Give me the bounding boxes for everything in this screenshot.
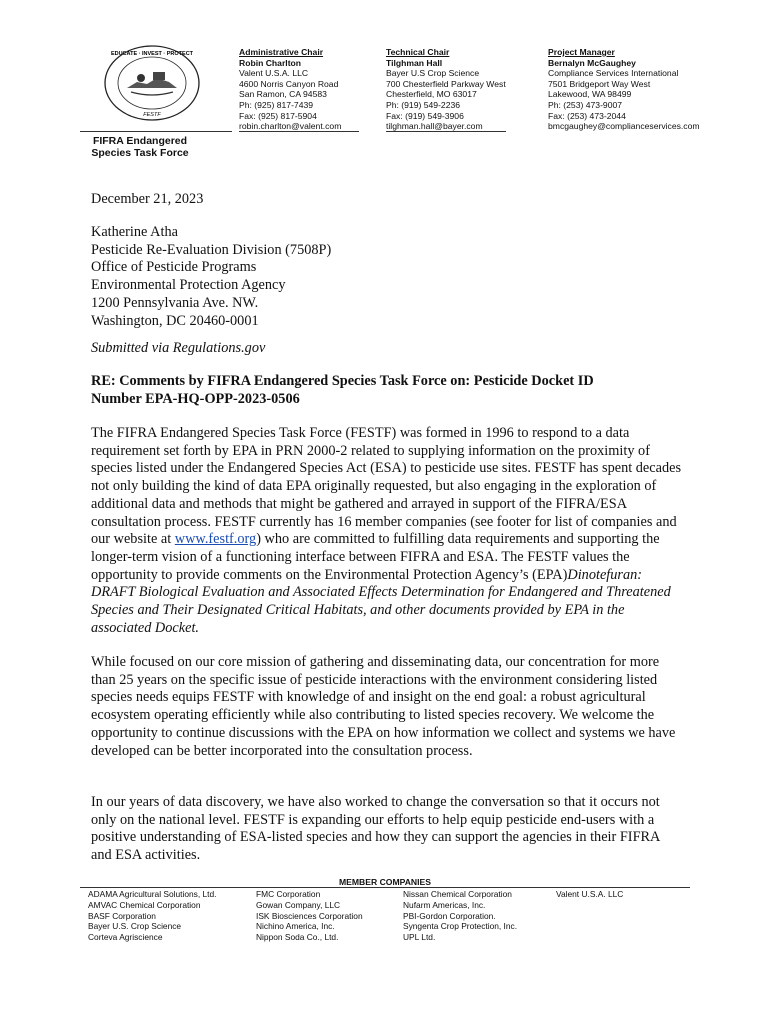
divider	[386, 131, 506, 132]
member-column-1	[88, 889, 216, 943]
contact-line: Ph: (919) 549-2236	[386, 99, 461, 110]
contact-technical-chair	[386, 47, 506, 132]
member-company: Syngenta Crop Protection, Inc.	[403, 921, 518, 932]
subject-line-2: Number EPA-HQ-OPP-2023-0506	[91, 390, 300, 407]
contact-administrative-chair	[239, 47, 341, 132]
recipient-address	[91, 224, 331, 330]
contact-line: Compliance Services International	[548, 68, 679, 79]
submission-note: Submitted via Regulations.gov	[91, 340, 266, 356]
subject-line	[91, 373, 691, 408]
festf-website-link[interactable]: www.festf.org	[174, 531, 257, 548]
contact-line: Chesterfield, MO 63017	[386, 89, 477, 100]
member-company: Corteva Agriscience	[88, 932, 163, 943]
address-line: Environmental Protection Agency	[91, 277, 286, 294]
subject-line-1: RE: Comments by FIFRA Endangered Species Task Force on: Pesticide Docket ID	[91, 373, 594, 389]
address-line: 1200 Pennsylvania Ave. NW.	[91, 294, 259, 311]
paragraph-1-text: The FIFRA Endangered Species Task Force (FESTF) was formed in 1996 to respond to a data requirement set forth by EPA in PRN 2000-2 related to supplying information on the proximity of species listed under the Endangered Species Act (ESA) to pesticide use sites. FESTF has spent decades not only building the kind of data EPA originally requested, but also engaging in the exploration of additional data and methods that might be gathered and arrayed in support of the FIFRA/ESA consultation process. FESTF currently has 16 member companies (see footer for list of companies and our website at	[91, 425, 682, 548]
paragraph-1-text-cont: ) who are committed to fulfilling data requirements and supporting the longer-term vision of a functioning interface between FIFRA and ESA. The FESTF values the opportunity to provide comments on the Environmental Protection Agency’s (EPA)	[91, 531, 660, 583]
paragraph-2: While focused on our core mission of gathering and disseminating data, our concentration for more than 25 years on the specific issue of pesticide interactions with the environment considering listed species needs equips FESTF with knowledge of and insight on the end goal: a robust agricultural ecosystem operating efficiently while also contributing to listed species recovery. We welcome the opportunity to continue discussions with the EPA on how information we collect and systems we have developed can be better incorporated into the consultation process.	[91, 654, 676, 759]
member-company: FMC Corporation	[256, 889, 321, 899]
contact-role: Project Manager	[548, 47, 615, 57]
festf-logo	[103, 44, 201, 122]
address-line: Washington, DC 20460-0001	[91, 312, 259, 329]
member-column-2	[256, 889, 363, 943]
address-line: Office of Pesticide Programs	[91, 259, 257, 276]
member-company: Bayer U.S. Crop Science	[88, 921, 182, 932]
contact-line: Fax: (253) 473-2044	[548, 110, 626, 121]
paragraph-1	[91, 425, 683, 637]
contact-line: 7501 Bridgeport Way West	[548, 78, 651, 89]
member-company: BASF Corporation	[88, 910, 156, 921]
contact-line: Bayer U.S Crop Science	[386, 68, 480, 79]
member-company: Valent U.S.A. LLC	[556, 889, 624, 899]
contact-line: 4600 Norris Canyon Road	[239, 78, 339, 89]
contact-role: Technical Chair	[386, 47, 450, 57]
divider	[80, 131, 232, 132]
org-caption-line1: FIFRA Endangered	[92, 135, 188, 147]
contact-name: Bernalyn McGaughey	[548, 57, 636, 68]
contact-project-manager	[548, 47, 700, 132]
contact-email[interactable]: bmcgaughey@complianceservices.com	[548, 121, 700, 132]
contact-line: Lakewood, WA 98499	[548, 89, 632, 100]
member-company: Nufarm Americas, Inc.	[403, 899, 486, 910]
document-title-italic: Dinotefuran: DRAFT Biological Evaluation and Associated Effects Determination for Endangered and Threatened Species and Their Designated Critical Habitats, and other documents provided by EPA in the associated Docket.	[91, 566, 671, 636]
member-company: Nissan Chemical Corporation	[403, 889, 512, 899]
org-caption-line2: Species Task Force	[91, 147, 189, 159]
contact-line: Valent U.S.A. LLC	[239, 68, 309, 79]
member-company: Nichino America, Inc.	[256, 921, 335, 932]
member-company: Nippon Soda Co., Ltd.	[256, 932, 339, 943]
contact-email[interactable]: robin.charlton@valent.com	[239, 121, 342, 132]
contact-email[interactable]: tilghman.hall@bayer.com	[386, 121, 483, 132]
contact-line: San Ramon, CA 94583	[239, 89, 327, 100]
contact-line: Fax: (925) 817-5904	[239, 110, 317, 121]
address-line: Katherine Atha	[91, 224, 178, 240]
member-company: ISK Biosciences Corporation	[256, 910, 363, 921]
paragraph-3: In our years of data discovery, we have also worked to change the conversation so that it occurs not only on the national level. FESTF is expanding our efforts to help equip pesticide end-users with a positive understanding of ESA-listed species and how they can support the agencies in their FIFRA and ESA activities.	[91, 794, 660, 864]
member-column-3	[403, 889, 517, 943]
member-company: PBI-Gordon Corporation.	[403, 910, 496, 921]
contact-name: Tilghman Hall	[386, 57, 443, 68]
contact-line: Ph: (253) 473-9007	[548, 99, 623, 110]
divider	[239, 131, 359, 132]
org-caption	[80, 135, 200, 159]
contact-name: Robin Charlton	[239, 57, 302, 68]
logo-text-bottom: FESTF	[143, 112, 161, 118]
member-company: UPL Ltd.	[403, 932, 436, 943]
member-company: ADAMA Agricultural Solutions, Ltd.	[88, 889, 217, 899]
contact-line: Fax: (919) 549-3906	[386, 110, 464, 121]
contact-line: Ph: (925) 817-7439	[239, 99, 314, 110]
contact-line: 700 Chesterfield Parkway West	[386, 78, 506, 89]
member-company: AMVAC Chemical Corporation	[88, 899, 201, 910]
logo-text-top: EDUCATE · INVEST · PROTECT	[110, 51, 194, 57]
letter-date: December 21, 2023	[91, 191, 204, 207]
contact-role: Administrative Chair	[239, 47, 324, 57]
footer-divider	[80, 887, 690, 888]
member-column-4	[556, 889, 623, 900]
member-company: Gowan Company, LLC	[256, 899, 341, 910]
member-companies-title: MEMBER COMPANIES	[339, 877, 431, 887]
address-line: Pesticide Re-Evaluation Division (7508P)	[91, 241, 332, 258]
